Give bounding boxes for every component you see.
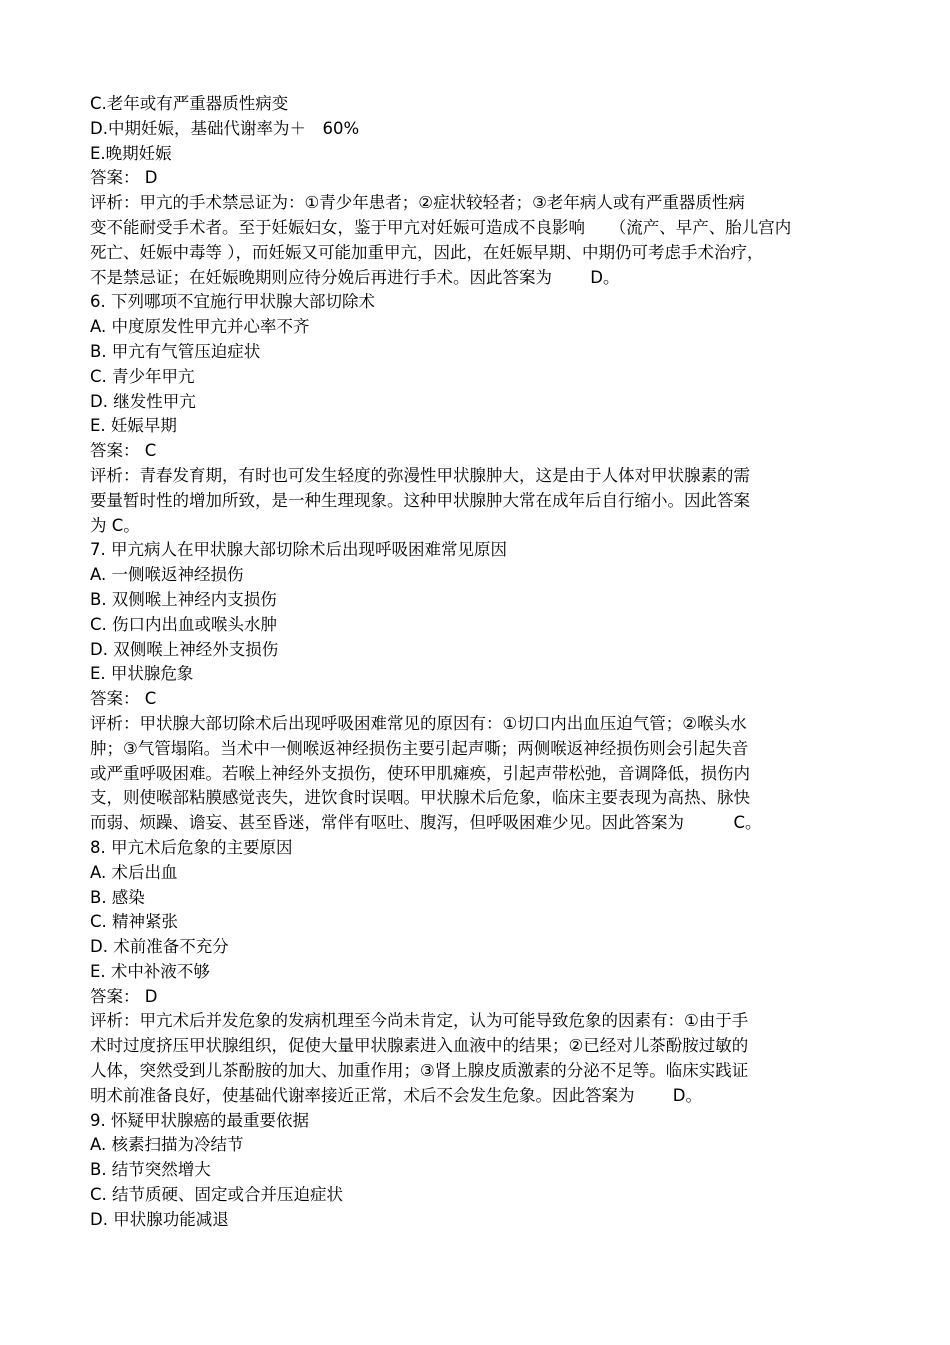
question-line: 7. 甲亢病人在甲状腺大部切除术后出现呼吸困难常见原因 xyxy=(90,540,507,560)
analysis-line: 而弱、烦躁、谵妄、甚至昏迷，常伴有呕吐、腹泻，但呼吸困难少见。因此答案为 C。 xyxy=(90,813,762,833)
option-line: B. 感染 xyxy=(90,887,145,907)
analysis-line: 变不能耐受手术者。至于妊娠妇女，鉴于甲亢对妊娠可造成不良影响 （流产、早产、胎儿宫内 xyxy=(90,217,792,237)
answer-line: 答案： C xyxy=(90,441,157,461)
analysis-line: 评析：甲状腺大部切除术后出现呼吸困难常见的原因有：①切口内出血压迫气管；②喉头水 xyxy=(90,713,747,733)
question-line: 9. 怀疑甲状腺癌的最重要依据 xyxy=(90,1110,309,1130)
analysis-line: 死亡、妊娠中毒等 ），而妊娠又可能加重甲亢，因此，在妊娠早期、中期仍可考虑手术治疗， xyxy=(90,242,764,262)
analysis-line: 术时过度挤压甲状腺组织，促使大量甲状腺素进入血液中的结果；②已经对儿茶酚胺过敏的 xyxy=(90,1036,749,1056)
option-line: A. 术后出血 xyxy=(90,862,178,882)
analysis-line: 不是禁忌证；在妊娠晚期则应待分娩后再进行手术。因此答案为 D。 xyxy=(90,267,620,287)
option-line: E. 甲状腺危象 xyxy=(90,664,194,684)
option-line: E.晚期妊娠 xyxy=(90,143,172,163)
analysis-line: 明术前准备良好，使基础代谢率接近正常，术后不会发生危象。因此答案为 D。 xyxy=(90,1085,702,1105)
question-line: 6. 下列哪项不宜施行甲状腺大部切除术 xyxy=(90,292,375,312)
analysis-line: 评析：甲亢的手术禁忌证为：①青少年患者；②症状较轻者；③老年病人或有严重器质性病 xyxy=(90,193,745,213)
answer-line: 答案： C xyxy=(90,689,157,709)
option-line: A. 核素扫描为冷结节 xyxy=(90,1135,244,1155)
option-line: B. 结节突然增大 xyxy=(90,1160,211,1180)
analysis-line: 肿；③气管塌陷。当术中一侧喉返神经损伤主要引起声嘶；两侧喉返神经损伤则会引起失音 xyxy=(90,738,749,758)
option-line: D. 甲状腺功能减退 xyxy=(90,1209,229,1229)
option-line: C. 青少年甲亢 xyxy=(90,366,195,386)
analysis-line: 评析：青春发育期，有时也可发生轻度的弥漫性甲状腺肿大，这是由于人体对甲状腺素的需 xyxy=(90,465,750,485)
analysis-line: 人体，突然受到儿茶酚胺的加大、加重作用；③肾上腺皮质激素的分泌不足等。临床实践证 xyxy=(90,1061,749,1081)
analysis-line: 支，则使喉部粘膜感觉丧失，进饮食时误咽。甲状腺术后危象，临床主要表现为高热、脉快 xyxy=(90,788,750,808)
option-line: D. 双侧喉上神经外支损伤 xyxy=(90,639,279,659)
option-line: A. 中度原发性甲亢并心率不齐 xyxy=(90,317,310,337)
option-line: B. 甲亢有气管压迫症状 xyxy=(90,341,261,361)
question-line: 8. 甲亢术后危象的主要原因 xyxy=(90,837,293,857)
option-line: D. 继发性甲亢 xyxy=(90,391,196,411)
answer-line: 答案： D xyxy=(90,986,158,1006)
option-line: B. 双侧喉上神经内支损伤 xyxy=(90,589,277,609)
option-line: D.中期妊娠，基础代谢率为＋ 60% xyxy=(90,118,360,138)
option-line: A. 一侧喉返神经损伤 xyxy=(90,565,244,585)
analysis-line: 或严重呼吸困难。若喉上神经外支损伤，使环甲肌瘫痪，引起声带松弛，音调降低，损伤内 xyxy=(90,763,750,783)
option-line: E. 术中补液不够 xyxy=(90,961,210,981)
answer-line: 答案： D xyxy=(90,168,158,188)
analysis-line: 为 C。 xyxy=(90,515,140,535)
option-line: C. 伤口内出血或喉头水肿 xyxy=(90,614,278,634)
option-line: E. 妊娠早期 xyxy=(90,416,177,436)
document-page xyxy=(90,92,860,1233)
analysis-line: 评析：甲亢术后并发危象的发病机理至今尚未肯定，认为可能导致危象的因素有：①由于手 xyxy=(90,1011,749,1031)
analysis-line: 要量暂时性的增加所致，是一种生理现象。这种甲状腺肿大常在成年后自行缩小。因此答案 xyxy=(90,490,750,510)
option-line: C. 精神紧张 xyxy=(90,912,179,932)
option-line: C.老年或有严重器质性病变 xyxy=(90,94,289,113)
option-line: D. 术前准备不充分 xyxy=(90,937,229,957)
option-line: C. 结节质硬、固定或合并压迫症状 xyxy=(90,1185,344,1205)
